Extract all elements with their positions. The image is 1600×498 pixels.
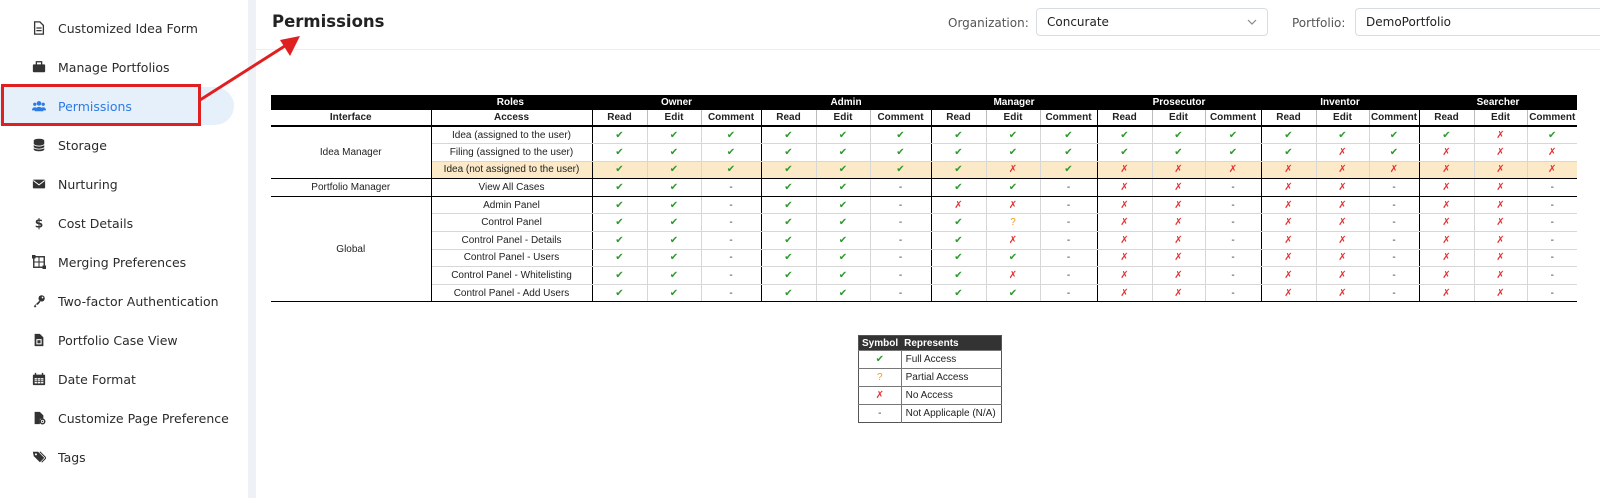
permission-cell: ✗	[1369, 161, 1419, 179]
permission-cell: ✔	[592, 267, 647, 285]
permission-cell: -	[701, 179, 761, 197]
access-cell: Filing (assigned to the user)	[431, 144, 592, 162]
sidebar-item-label: Manage Portfolios	[58, 59, 170, 75]
permission-cell: -	[1040, 267, 1097, 285]
merge-icon	[31, 254, 47, 270]
interface-cell: Idea Manager	[271, 126, 431, 179]
page-title: Permissions	[272, 12, 385, 31]
permission-cell: ✔	[931, 161, 986, 179]
permission-type-header: Comment	[701, 110, 761, 126]
table-row	[271, 161, 1577, 179]
permission-cell: -	[870, 232, 931, 250]
permission-type-header: Comment	[1369, 110, 1419, 126]
database-icon	[31, 137, 47, 153]
sidebar-item-nurturing[interactable]	[0, 165, 234, 203]
permission-cell: -	[1205, 267, 1261, 285]
sidebar-item-manage-portfolios[interactable]	[0, 48, 234, 86]
permission-type-header: Read	[1097, 110, 1152, 126]
permission-cell: -	[1040, 196, 1097, 214]
chevron-down-icon	[1247, 17, 1257, 27]
permission-cell: -	[1205, 179, 1261, 197]
permission-cell: ✔	[931, 249, 986, 267]
portfolio-value: DemoPortfolio	[1366, 15, 1452, 29]
sidebar-item-label: Date Format	[58, 371, 136, 387]
permission-type-header: Read	[592, 110, 647, 126]
table-row	[271, 214, 1577, 232]
permission-cell: ✗	[986, 267, 1040, 285]
sidebar-item-customized-idea-form[interactable]	[0, 9, 234, 47]
role-header: Owner	[592, 95, 761, 110]
permission-cell: ✗	[1261, 249, 1316, 267]
permission-cell: ✗	[1419, 144, 1474, 162]
permission-cell: -	[701, 232, 761, 250]
permission-cell: ✔	[701, 161, 761, 179]
permission-cell: ✔	[1040, 144, 1097, 162]
permission-cell: ✔	[986, 144, 1040, 162]
access-cell: Control Panel - Add Users	[431, 284, 592, 302]
permission-cell: ✗	[1316, 267, 1369, 285]
permission-cell: ✔	[1152, 144, 1205, 162]
permission-cell: ✗	[1316, 284, 1369, 302]
permission-cell: ✔	[1097, 144, 1152, 162]
permission-cell: ✗	[1474, 179, 1527, 197]
sidebar-item-portfolio-case-view[interactable]	[0, 321, 234, 359]
permission-cell: -	[701, 284, 761, 302]
permission-cell: -	[1040, 249, 1097, 267]
access-header: Access	[431, 110, 592, 126]
permission-cell: ✗	[1474, 284, 1527, 302]
organization-select[interactable]	[1036, 8, 1268, 36]
permission-cell: ✔	[647, 144, 701, 162]
permission-cell: ✗	[1527, 161, 1577, 179]
permission-cell: ✔	[1205, 144, 1261, 162]
permission-cell: -	[1205, 232, 1261, 250]
permission-cell: ✔	[816, 126, 870, 144]
access-cell: Admin Panel	[431, 196, 592, 214]
permission-cell: ✗	[1316, 232, 1369, 250]
permission-cell: ✔	[986, 126, 1040, 144]
permission-cell: -	[1040, 284, 1097, 302]
permission-cell: ✗	[1261, 214, 1316, 232]
permission-type-header: Edit	[816, 110, 870, 126]
permission-cell: ✔	[816, 161, 870, 179]
table-row	[271, 249, 1577, 267]
permission-cell: ✔	[647, 284, 701, 302]
permission-cell: -	[1040, 214, 1097, 232]
permission-cell: ✗	[1419, 249, 1474, 267]
permission-cell: ✔	[1261, 126, 1316, 144]
permission-cell: -	[1369, 249, 1419, 267]
permission-cell: ✗	[1419, 284, 1474, 302]
permission-cell: ✔	[931, 267, 986, 285]
permission-cell: ✔	[1097, 126, 1152, 144]
permission-cell: ✗	[1474, 267, 1527, 285]
permission-cell: ✔	[986, 179, 1040, 197]
permission-cell: ✔	[816, 179, 870, 197]
permission-cell: ✗	[1316, 249, 1369, 267]
permission-cell: ✔	[1152, 126, 1205, 144]
permission-cell: ✗	[1474, 214, 1527, 232]
legend-symbol: ✔	[859, 351, 902, 369]
permission-cell: -	[1369, 214, 1419, 232]
permission-cell: ✗	[1316, 179, 1369, 197]
permission-cell: -	[1527, 196, 1577, 214]
permission-cell: -	[1369, 284, 1419, 302]
permission-cell: ✔	[592, 284, 647, 302]
permission-cell: ✔	[1040, 161, 1097, 179]
access-cell: Control Panel	[431, 214, 592, 232]
role-header: Prosecutor	[1097, 95, 1261, 110]
access-cell: Idea (assigned to the user)	[431, 126, 592, 144]
permission-cell: -	[1527, 284, 1577, 302]
permission-cell: ✔	[592, 196, 647, 214]
document-icon	[31, 20, 47, 36]
legend-row	[859, 405, 1002, 423]
permission-cell: -	[701, 267, 761, 285]
sidebar-item-label: Permissions	[58, 98, 132, 114]
permission-cell: ✗	[1205, 161, 1261, 179]
permission-cell: -	[1040, 179, 1097, 197]
permission-cell: ✔	[1369, 144, 1419, 162]
table-row	[271, 179, 1577, 197]
table-row	[271, 126, 1577, 144]
permission-cell: -	[870, 196, 931, 214]
permission-cell: ✔	[647, 249, 701, 267]
envelope-icon	[31, 176, 47, 192]
legend-table	[858, 335, 1002, 423]
sidebar-item-label: Customize Page Preference	[58, 410, 229, 426]
permission-cell: ✗	[931, 196, 986, 214]
permission-cell: -	[1527, 214, 1577, 232]
roles-header: Roles	[271, 95, 592, 110]
table-row	[271, 232, 1577, 250]
sidebar-item-label: Customized Idea Form	[58, 20, 198, 36]
permission-cell: -	[701, 214, 761, 232]
permission-cell: ✔	[816, 214, 870, 232]
sidebar-item-label: Merging Preferences	[58, 254, 187, 270]
permission-cell: ✗	[1097, 196, 1152, 214]
permission-cell: ?	[986, 214, 1040, 232]
organization-value: Concurate	[1047, 15, 1109, 29]
permission-cell: ✗	[1316, 196, 1369, 214]
permission-cell: -	[1527, 179, 1577, 197]
permission-cell: ✔	[870, 144, 931, 162]
permission-cell: -	[1527, 267, 1577, 285]
organization-label: Organization:	[948, 16, 1029, 30]
interface-cell: Portfolio Manager	[271, 179, 431, 197]
legend-row	[859, 387, 1002, 405]
permission-cell: ✗	[1261, 161, 1316, 179]
sidebar-item-date-format[interactable]	[0, 360, 234, 398]
permission-cell: -	[1205, 214, 1261, 232]
tags-icon	[31, 449, 47, 465]
permission-cell: ✔	[761, 249, 816, 267]
permission-cell: -	[1040, 232, 1097, 250]
permission-cell: ✗	[1419, 214, 1474, 232]
permission-cell: ✔	[647, 232, 701, 250]
permission-cell: ✗	[1097, 179, 1152, 197]
sidebar-item-permissions[interactable]	[0, 87, 234, 125]
permission-cell: ✔	[761, 179, 816, 197]
permission-cell: ✗	[1474, 249, 1527, 267]
role-header: Manager	[931, 95, 1097, 110]
legend-symbol: -	[859, 405, 902, 423]
permission-cell: ✗	[1152, 214, 1205, 232]
permission-cell: ✗	[1474, 144, 1527, 162]
legend-symbol: ?	[859, 369, 902, 387]
access-cell: Control Panel - Details	[431, 232, 592, 250]
file-settings-icon	[31, 410, 47, 426]
permission-cell: ✗	[1152, 267, 1205, 285]
sidebar-item-label: Storage	[58, 137, 107, 153]
portfolio-label: Portfolio:	[1292, 16, 1346, 30]
permission-type-header: Edit	[647, 110, 701, 126]
interface-cell: Global	[271, 196, 431, 302]
permission-cell: ✔	[1369, 126, 1419, 144]
permission-cell: ✔	[1527, 126, 1577, 144]
permission-type-header: Comment	[1527, 110, 1577, 126]
legend-symbol: ✗	[859, 387, 902, 405]
permission-cell: ✔	[986, 284, 1040, 302]
permission-cell: ✔	[761, 267, 816, 285]
permission-type-header: Read	[1419, 110, 1474, 126]
permission-cell: ✔	[647, 214, 701, 232]
permission-cell: ✔	[931, 232, 986, 250]
permission-cell: ✗	[1152, 284, 1205, 302]
permission-type-header: Read	[761, 110, 816, 126]
permission-type-header: Edit	[1316, 110, 1369, 126]
permission-cell: ✗	[1097, 214, 1152, 232]
permission-cell: ✔	[816, 196, 870, 214]
permission-type-header: Edit	[1474, 110, 1527, 126]
permission-type-header: Comment	[870, 110, 931, 126]
permission-cell: ✗	[1419, 179, 1474, 197]
access-header-row	[271, 110, 1577, 126]
permission-cell: ✗	[1474, 232, 1527, 250]
permission-cell: ✔	[816, 267, 870, 285]
permission-cell: ✔	[816, 232, 870, 250]
permission-cell: ✗	[1419, 161, 1474, 179]
sidebar-item-label: Portfolio Case View	[58, 332, 178, 348]
table-row	[271, 144, 1577, 162]
permission-cell: -	[870, 284, 931, 302]
permission-cell: -	[870, 249, 931, 267]
permission-cell: -	[701, 249, 761, 267]
role-header: Admin	[761, 95, 931, 110]
key-icon	[31, 293, 47, 309]
sidebar-item-customize-page-preference[interactable]	[0, 399, 234, 437]
permission-cell: ✗	[1527, 144, 1577, 162]
permission-cell: ✔	[592, 161, 647, 179]
legend-text: Not Applicaple (N/A)	[901, 405, 1001, 423]
briefcase-icon	[31, 59, 47, 75]
permission-cell: -	[1527, 249, 1577, 267]
permission-cell: -	[1369, 196, 1419, 214]
permission-cell: ✔	[931, 144, 986, 162]
permission-cell: ✔	[647, 161, 701, 179]
permission-cell: ✔	[761, 161, 816, 179]
permission-cell: ✔	[870, 161, 931, 179]
permission-cell: ✔	[816, 284, 870, 302]
permission-cell: ✗	[1261, 232, 1316, 250]
permission-cell: ✗	[1097, 249, 1152, 267]
permission-cell: ✔	[701, 144, 761, 162]
permission-cell: ✔	[592, 144, 647, 162]
permission-cell: ✗	[1316, 144, 1369, 162]
table-row	[271, 196, 1577, 214]
permission-cell: ✗	[1419, 267, 1474, 285]
permission-cell: ✗	[1419, 232, 1474, 250]
permission-cell: ✗	[1152, 196, 1205, 214]
permission-cell: ✔	[816, 144, 870, 162]
permission-cell: ✔	[701, 126, 761, 144]
permission-cell: ✔	[761, 232, 816, 250]
permissions-table	[271, 95, 1577, 302]
permission-cell: -	[870, 267, 931, 285]
permission-cell: ✔	[870, 126, 931, 144]
permission-cell: ✗	[1474, 196, 1527, 214]
permission-cell: ✗	[1474, 126, 1527, 144]
permission-type-header: Comment	[1040, 110, 1097, 126]
legend-text: No Access	[901, 387, 1001, 405]
sidebar-item-label: Nurturing	[58, 176, 118, 192]
permission-cell: ✔	[592, 179, 647, 197]
header-divider	[256, 49, 1600, 50]
permission-cell: ✗	[1316, 161, 1369, 179]
roles-header-row	[271, 95, 1577, 110]
sidebar-item-tags[interactable]	[0, 438, 234, 476]
role-header: Inventor	[1261, 95, 1419, 110]
legend-represents-header: Represents	[901, 336, 1001, 351]
permission-cell: ✔	[761, 196, 816, 214]
permission-cell: ✗	[1261, 267, 1316, 285]
portfolio-select[interactable]	[1355, 8, 1600, 36]
permission-cell: ✗	[1097, 161, 1152, 179]
sidebar-item-merging-preferences[interactable]	[0, 243, 234, 281]
file-view-icon	[31, 332, 47, 348]
permission-cell: ✔	[592, 214, 647, 232]
dollar-icon	[31, 215, 47, 231]
permission-cell: ✔	[647, 126, 701, 144]
permission-cell: ✔	[592, 232, 647, 250]
permission-cell: ✗	[1097, 232, 1152, 250]
legend-row	[859, 369, 1002, 387]
permission-cell: -	[870, 214, 931, 232]
permission-cell: ✔	[647, 179, 701, 197]
access-cell: View All Cases	[431, 179, 592, 197]
table-row	[271, 284, 1577, 302]
permission-cell: ✗	[986, 161, 1040, 179]
access-cell: Control Panel - Whitelisting	[431, 267, 592, 285]
sidebar	[0, 0, 248, 498]
permission-cell: -	[870, 179, 931, 197]
permission-cell: -	[701, 196, 761, 214]
permission-cell: ✗	[1097, 284, 1152, 302]
permission-cell: -	[1205, 249, 1261, 267]
sidebar-item-storage[interactable]	[0, 126, 234, 164]
sidebar-item-cost-details[interactable]	[0, 204, 234, 242]
permission-cell: ✗	[1152, 232, 1205, 250]
permission-cell: ✔	[931, 214, 986, 232]
svg-text:$: $	[34, 216, 44, 230]
permission-cell: ✔	[931, 284, 986, 302]
permission-cell: ✔	[1316, 126, 1369, 144]
permission-cell: ✔	[647, 196, 701, 214]
legend-symbol-header: Symbol	[859, 336, 902, 351]
permission-cell: ✗	[1261, 179, 1316, 197]
permission-cell: ✗	[986, 232, 1040, 250]
permission-cell: ✗	[1261, 196, 1316, 214]
permission-cell: ✗	[986, 196, 1040, 214]
permission-cell: ✔	[816, 249, 870, 267]
permission-cell: ✔	[1261, 144, 1316, 162]
permission-cell: ✔	[1040, 126, 1097, 144]
permission-cell: ✔	[647, 267, 701, 285]
legend-row	[859, 351, 1002, 369]
permission-cell: ✗	[1261, 284, 1316, 302]
users-icon	[31, 98, 47, 114]
permission-cell: ✔	[761, 284, 816, 302]
permission-cell: ✗	[1316, 214, 1369, 232]
permission-type-header: Read	[931, 110, 986, 126]
permission-cell: -	[1369, 232, 1419, 250]
permission-cell: ✔	[931, 179, 986, 197]
permission-cell: ✗	[1152, 161, 1205, 179]
table-row	[271, 267, 1577, 285]
permission-cell: ✔	[1419, 126, 1474, 144]
permission-cell: ✔	[1205, 126, 1261, 144]
permission-cell: ✔	[931, 126, 986, 144]
permission-cell: ✔	[761, 144, 816, 162]
sidebar-divider	[248, 0, 256, 498]
permission-cell: -	[1205, 196, 1261, 214]
sidebar-item-label: Two-factor Authentication	[58, 293, 219, 309]
permission-cell: ✗	[1474, 161, 1527, 179]
permission-type-header: Edit	[986, 110, 1040, 126]
permission-type-header: Comment	[1205, 110, 1261, 126]
access-cell: Control Panel - Users	[431, 249, 592, 267]
permission-cell: ✗	[1097, 267, 1152, 285]
permission-type-header: Read	[1261, 110, 1316, 126]
legend-text: Partial Access	[901, 369, 1001, 387]
permission-cell: -	[1527, 232, 1577, 250]
permission-cell: ✔	[986, 249, 1040, 267]
legend-text: Full Access	[901, 351, 1001, 369]
permission-type-header: Edit	[1152, 110, 1205, 126]
permission-cell: -	[1205, 284, 1261, 302]
permission-cell: ✗	[1419, 196, 1474, 214]
permission-cell: ✗	[1152, 249, 1205, 267]
permission-cell: -	[1369, 267, 1419, 285]
permission-cell: ✗	[1152, 179, 1205, 197]
permission-cell: -	[1369, 179, 1419, 197]
access-cell: Idea (not assigned to the user)	[431, 161, 592, 179]
interface-header: Interface	[271, 110, 431, 126]
permission-cell: ✔	[761, 214, 816, 232]
sidebar-item-two-factor-authentication[interactable]	[0, 282, 234, 320]
permission-cell: ✔	[592, 126, 647, 144]
role-header: Searcher	[1419, 95, 1577, 110]
calendar-icon	[31, 371, 47, 387]
sidebar-item-label: Cost Details	[58, 215, 134, 231]
sidebar-item-label: Tags	[58, 449, 86, 465]
permission-cell: ✔	[592, 249, 647, 267]
permission-cell: ✔	[761, 126, 816, 144]
